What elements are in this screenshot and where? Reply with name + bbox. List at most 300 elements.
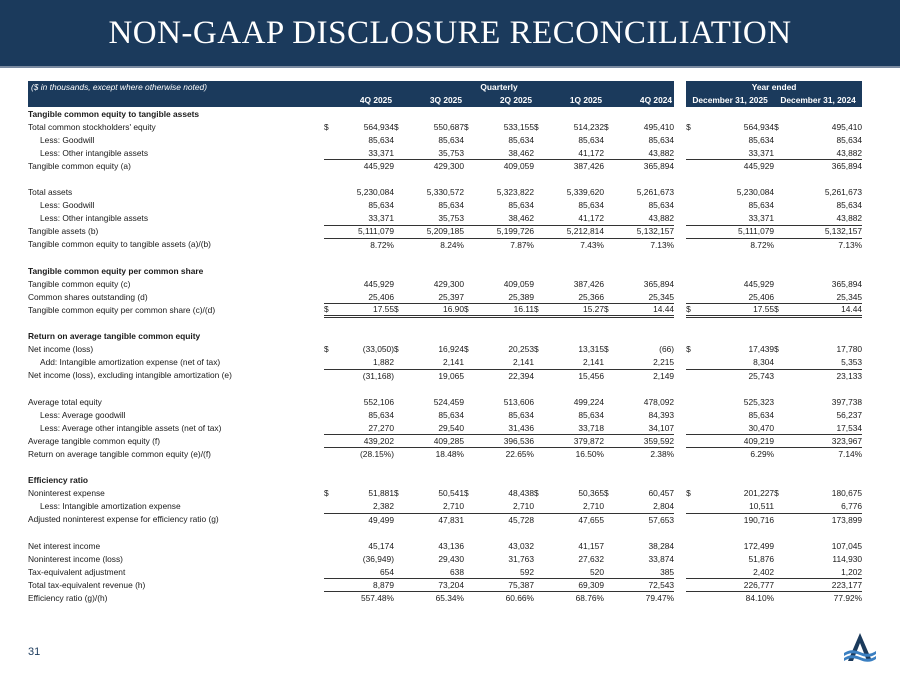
currency-symbol — [394, 435, 404, 448]
table-row — [28, 565, 862, 578]
row-label: Net income (loss), excluding intangible amortization (e) — [28, 370, 232, 381]
currency-symbol — [394, 592, 404, 605]
table-row — [28, 539, 862, 552]
cell-value: 75,387 — [474, 579, 534, 592]
cell-value: 79.47% — [645, 593, 675, 604]
currency-symbol — [774, 435, 784, 448]
currency-symbol: $ — [686, 488, 691, 499]
currency-symbol — [394, 395, 404, 408]
currency-symbol — [604, 356, 614, 369]
cell-value: 5,199,726 — [474, 225, 534, 238]
cell-value: 15,456 — [578, 370, 604, 381]
cell-value: 33,371 — [334, 146, 394, 159]
row-label: Tangible common equity to tangible assets (a)/(b) — [28, 239, 211, 250]
currency-symbol — [604, 277, 614, 290]
cell-value: 17,780 — [836, 344, 863, 355]
cell-value: 7.13% — [650, 239, 675, 250]
cell-value: 65.34% — [435, 593, 464, 604]
cell-value: 29,540 — [404, 421, 464, 434]
currency-symbol — [774, 133, 784, 146]
currency-symbol — [534, 186, 544, 199]
currency-symbol — [534, 225, 544, 238]
cell-value: 35,753 — [404, 146, 464, 159]
row-label: Less: Average other intangible assets (net of tax) — [40, 422, 222, 433]
section-header-row — [28, 474, 862, 487]
cell-value: 5,132,157 — [784, 225, 862, 238]
cell-value: 365,894 — [831, 278, 863, 289]
currency-symbol — [464, 448, 474, 461]
currency-symbol — [394, 160, 404, 173]
row-label: Tangible assets (b) — [28, 226, 99, 237]
section-title: Efficiency ratio — [28, 475, 89, 486]
currency-symbol — [774, 277, 784, 290]
table-row — [28, 487, 862, 500]
cell-value: 524,459 — [433, 396, 464, 407]
cell-value: 85,634 — [578, 409, 604, 420]
currency-symbol — [324, 238, 334, 251]
currency-symbol — [464, 395, 474, 408]
currency-symbol — [394, 565, 404, 578]
currency-symbol — [464, 291, 474, 304]
currency-symbol — [394, 539, 404, 552]
cell-value: 25,406 — [696, 291, 774, 304]
currency-symbol: $ — [394, 121, 399, 132]
cell-value: 2,710 — [544, 500, 604, 513]
row-label: Less: Intangible amortization expense — [40, 501, 181, 512]
currency-symbol — [604, 500, 614, 513]
table-row — [28, 291, 862, 304]
cell-value: 359,592 — [614, 435, 674, 448]
table-row — [28, 160, 862, 173]
cell-value: 385 — [614, 565, 674, 578]
row-label: Less: Other intangible assets — [40, 147, 149, 158]
row-label: Less: Average goodwill — [40, 409, 126, 420]
currency-symbol — [534, 448, 544, 461]
currency-symbol: $ — [394, 344, 399, 355]
spacer-row — [28, 382, 862, 395]
table-row — [28, 304, 862, 317]
cell-value: 2,141 — [474, 356, 534, 369]
currency-symbol — [534, 291, 544, 304]
currency-symbol: $ — [686, 344, 691, 355]
cell-value: 180,675 — [831, 488, 863, 499]
currency-symbol — [324, 186, 334, 199]
cell-value: 172,499 — [743, 540, 775, 551]
page-number: 31 — [28, 646, 41, 658]
cell-value: 19,065 — [438, 370, 464, 381]
cell-value: 43,882 — [784, 146, 862, 159]
column-header: 4Q 2025 — [324, 94, 394, 107]
currency-symbol — [604, 146, 614, 159]
currency-symbol — [394, 369, 404, 382]
cell-value: 50,541 — [438, 488, 464, 499]
cell-value: 23,133 — [836, 370, 863, 381]
currency-symbol — [604, 435, 614, 448]
currency-symbol — [604, 513, 614, 526]
cell-value: 25,345 — [784, 291, 862, 304]
cell-value: 226,777 — [696, 579, 774, 592]
cell-value: 7.14% — [838, 449, 863, 460]
currency-symbol — [686, 448, 696, 461]
cell-value: 31,436 — [474, 421, 534, 434]
table-row — [28, 395, 862, 408]
cell-value: 8.24% — [440, 239, 464, 250]
cell-value: 16.50% — [575, 449, 604, 460]
column-header: 2Q 2025 — [464, 94, 534, 107]
currency-symbol — [464, 186, 474, 199]
currency-symbol — [686, 160, 696, 173]
currency-symbol — [394, 238, 404, 251]
currency-symbol — [464, 199, 474, 212]
cell-value: (36,949) — [362, 553, 394, 564]
currency-symbol — [686, 539, 696, 552]
cell-value: 552,106 — [363, 396, 394, 407]
row-label: Noninterest expense — [28, 488, 105, 499]
cell-value: 51,876 — [748, 553, 775, 564]
currency-symbol — [464, 225, 474, 238]
cell-value: 33,371 — [696, 146, 774, 159]
currency-symbol — [774, 291, 784, 304]
currency-symbol — [774, 565, 784, 578]
currency-symbol — [604, 186, 614, 199]
cell-value: 2,149 — [653, 370, 675, 381]
cell-value: 8.72% — [370, 239, 394, 250]
cell-value: 33,874 — [648, 553, 675, 564]
cell-value: 45,728 — [508, 514, 534, 525]
cell-value: 2.38% — [650, 449, 675, 460]
currency-symbol — [394, 356, 404, 369]
currency-symbol: $ — [604, 304, 614, 317]
currency-symbol: $ — [464, 304, 474, 317]
currency-symbol — [774, 186, 784, 199]
currency-symbol — [464, 356, 474, 369]
cell-value: 34,107 — [614, 421, 674, 434]
currency-symbol — [604, 212, 614, 225]
currency-symbol — [686, 186, 696, 199]
cell-value: 85,634 — [438, 200, 464, 211]
currency-symbol: $ — [464, 488, 469, 499]
currency-symbol — [394, 212, 404, 225]
cell-value: 5,111,079 — [696, 225, 774, 238]
table-row — [28, 343, 862, 356]
currency-symbol — [604, 160, 614, 173]
cell-value: 22.65% — [505, 449, 534, 460]
cell-value: 439,202 — [334, 435, 394, 448]
cell-value: 25,345 — [614, 291, 674, 304]
currency-symbol — [534, 133, 544, 146]
cell-value: 69,309 — [544, 579, 604, 592]
cell-value: 2,382 — [334, 500, 394, 513]
currency-symbol: $ — [464, 344, 469, 355]
row-label: Return on average tangible common equity (e)/(f) — [28, 448, 211, 459]
currency-symbol — [604, 133, 614, 146]
column-header: December 31, 2024 — [774, 94, 862, 107]
currency-symbol — [534, 356, 544, 369]
cell-value: 17.55 — [696, 304, 774, 317]
cell-value: 84.10% — [745, 593, 775, 604]
cell-value: 409,219 — [696, 435, 774, 448]
cell-value: 14.44 — [614, 304, 674, 317]
cell-value: 5,353 — [784, 356, 862, 369]
currency-symbol: $ — [394, 488, 399, 499]
cell-value: 43,136 — [438, 540, 464, 551]
currency-symbol — [774, 421, 784, 434]
row-label: Adjusted noninterest expense for efficiency ratio (g) — [28, 514, 219, 525]
currency-symbol — [604, 565, 614, 578]
cell-value: 2,141 — [544, 356, 604, 369]
currency-symbol — [774, 579, 784, 592]
reconciliation-table — [28, 81, 862, 605]
cell-value: 8.72% — [750, 239, 775, 250]
cell-value: 379,872 — [544, 435, 604, 448]
currency-symbol — [394, 421, 404, 434]
cell-value: 85,634 — [368, 409, 394, 420]
cell-value: 10,511 — [696, 500, 774, 513]
cell-value: 33,371 — [334, 212, 394, 225]
currency-symbol — [464, 277, 474, 290]
currency-symbol — [324, 369, 334, 382]
cell-value: 2,141 — [404, 356, 464, 369]
cell-value: (66) — [659, 344, 675, 355]
cell-value: 57,653 — [648, 514, 675, 525]
currency-symbol — [324, 579, 334, 592]
currency-symbol: $ — [534, 304, 544, 317]
row-label: Net interest income — [28, 540, 101, 551]
currency-symbol — [324, 160, 334, 173]
cell-value: 85,634 — [648, 134, 675, 145]
page-title: NON-GAAP DISCLOSURE RECONCILIATION — [0, 0, 900, 66]
cell-value: 85,634 — [438, 134, 464, 145]
table-row — [28, 579, 862, 592]
cell-value: 5,330,572 — [426, 187, 464, 198]
row-label: Average tangible common equity (f) — [28, 435, 161, 446]
cell-value: 365,894 — [643, 278, 675, 289]
column-header: 3Q 2025 — [394, 94, 464, 107]
table-row — [28, 225, 862, 238]
cell-value: 387,426 — [573, 161, 604, 172]
currency-symbol — [394, 146, 404, 159]
cell-value: 6.29% — [750, 449, 775, 460]
currency-symbol — [774, 500, 784, 513]
cell-value: 17,439 — [748, 344, 775, 355]
cell-value: 5,323,822 — [496, 187, 534, 198]
column-header: December 31, 2025 — [686, 94, 774, 107]
currency-symbol — [324, 395, 334, 408]
header-row-columns — [28, 94, 862, 107]
cell-value: 68.76% — [575, 593, 604, 604]
currency-symbol — [324, 133, 334, 146]
currency-symbol — [604, 238, 614, 251]
cell-value: 445,929 — [743, 161, 775, 172]
currency-symbol — [686, 369, 696, 382]
cell-value: 190,716 — [743, 514, 775, 525]
currency-symbol — [394, 199, 404, 212]
section-header-row — [28, 330, 862, 343]
currency-symbol: $ — [394, 304, 404, 317]
cell-value: 7.13% — [838, 239, 863, 250]
currency-symbol — [324, 146, 334, 159]
table-row — [28, 448, 862, 461]
cell-value: 5,111,079 — [334, 225, 394, 238]
cell-value: 17,534 — [784, 421, 862, 434]
title-divider — [0, 66, 900, 68]
currency-symbol — [324, 291, 334, 304]
cell-value: 72,543 — [614, 579, 674, 592]
currency-symbol — [324, 199, 334, 212]
currency-symbol — [686, 421, 696, 434]
cell-value: 397,738 — [831, 396, 863, 407]
cell-value: 15.27 — [544, 304, 604, 317]
section-header-row — [28, 264, 862, 277]
currency-symbol — [604, 225, 614, 238]
table-row — [28, 238, 862, 251]
cell-value: 495,410 — [831, 121, 863, 132]
currency-symbol — [604, 291, 614, 304]
currency-symbol — [604, 408, 614, 421]
currency-symbol: $ — [534, 121, 539, 132]
cell-value: 638 — [404, 565, 464, 578]
cell-value: 85,634 — [836, 200, 863, 211]
table-row — [28, 592, 862, 605]
cell-value: 5,209,185 — [404, 225, 464, 238]
cell-value: 16,924 — [438, 344, 464, 355]
cell-value: 1,882 — [334, 356, 394, 369]
table-row — [28, 199, 862, 212]
cell-value: 49,499 — [368, 514, 394, 525]
cell-value: 514,232 — [573, 121, 604, 132]
cell-value: 5,230,084 — [356, 187, 394, 198]
currency-symbol: $ — [604, 488, 609, 499]
currency-symbol — [534, 212, 544, 225]
cell-value: 47,831 — [438, 514, 464, 525]
column-header: 4Q 2024 — [604, 94, 674, 107]
currency-symbol — [464, 539, 474, 552]
currency-symbol — [604, 579, 614, 592]
row-label: Noninterest income (loss) — [28, 553, 123, 564]
cell-value: 85,634 — [508, 200, 534, 211]
currency-symbol: $ — [686, 121, 691, 132]
table-row — [28, 212, 862, 225]
currency-symbol — [324, 435, 334, 448]
currency-symbol: $ — [686, 304, 696, 317]
currency-symbol — [604, 552, 614, 565]
spacer-row — [28, 173, 862, 186]
row-label: Add: Intangible amortization expense (net of tax) — [40, 357, 221, 368]
currency-symbol: $ — [464, 121, 469, 132]
table-body — [28, 107, 862, 605]
table-row — [28, 356, 862, 369]
table-row — [28, 133, 862, 146]
currency-symbol: $ — [324, 121, 329, 132]
row-label: Common shares outstanding (d) — [28, 291, 148, 302]
currency-symbol — [324, 356, 334, 369]
currency-symbol — [464, 369, 474, 382]
currency-symbol — [774, 238, 784, 251]
row-label: Tangible common equity per common share (c)/(d) — [28, 304, 216, 315]
currency-symbol — [324, 592, 334, 605]
row-label: Tangible common equity (c) — [28, 278, 131, 289]
cell-value: 2,215 — [614, 356, 674, 369]
currency-symbol — [394, 291, 404, 304]
currency-symbol — [534, 160, 544, 173]
currency-symbol — [324, 552, 334, 565]
group-header-quarterly: Quarterly — [324, 81, 674, 94]
currency-symbol — [686, 513, 696, 526]
cell-value: 85,634 — [748, 200, 775, 211]
cell-value: 85,634 — [748, 134, 775, 145]
row-label: Average total equity — [28, 396, 102, 407]
currency-symbol — [394, 448, 404, 461]
currency-symbol: $ — [534, 488, 539, 499]
cell-value: 2,804 — [614, 500, 674, 513]
currency-symbol — [464, 212, 474, 225]
cell-value: 20,253 — [508, 344, 534, 355]
currency-symbol — [464, 513, 474, 526]
row-label: Less: Other intangible assets — [40, 213, 149, 224]
currency-symbol — [324, 277, 334, 290]
currency-symbol — [774, 160, 784, 173]
currency-symbol — [774, 212, 784, 225]
currency-symbol — [534, 199, 544, 212]
cell-value: 6,776 — [784, 500, 862, 513]
cell-value: 14.44 — [784, 304, 862, 317]
currency-symbol — [686, 592, 696, 605]
spacer-row — [28, 526, 862, 539]
currency-symbol — [686, 500, 696, 513]
cell-value: 56,237 — [836, 409, 863, 420]
currency-symbol — [774, 369, 784, 382]
table-row — [28, 146, 862, 159]
cell-value: 33,718 — [544, 421, 604, 434]
currency-symbol — [324, 448, 334, 461]
currency-symbol — [774, 225, 784, 238]
table-row — [28, 513, 862, 526]
cell-value: (28.15%) — [360, 449, 394, 460]
currency-symbol — [324, 513, 334, 526]
currency-symbol — [394, 408, 404, 421]
currency-symbol — [394, 225, 404, 238]
cell-value: 5,132,157 — [614, 225, 674, 238]
cell-value: 73,204 — [404, 579, 464, 592]
cell-value: 85,634 — [508, 134, 534, 145]
cell-value: 33,371 — [696, 212, 774, 225]
currency-symbol: $ — [324, 344, 329, 355]
cell-value: 323,967 — [784, 435, 862, 448]
company-logo-icon — [842, 632, 878, 664]
cell-value: 365,894 — [643, 161, 675, 172]
cell-value: 8,879 — [334, 579, 394, 592]
cell-value: 525,323 — [743, 396, 775, 407]
currency-symbol — [534, 277, 544, 290]
cell-value: 35,753 — [404, 212, 464, 225]
currency-symbol — [394, 579, 404, 592]
cell-value: 5,261,673 — [636, 187, 675, 198]
currency-symbol — [464, 160, 474, 173]
cell-value: 223,177 — [784, 579, 862, 592]
cell-value: 478,092 — [643, 396, 675, 407]
currency-symbol — [686, 291, 696, 304]
row-label: Efficiency ratio (g)/(h) — [28, 593, 108, 603]
spacer-row — [28, 251, 862, 264]
cell-value: 85,634 — [578, 134, 604, 145]
cell-value: 27,270 — [334, 421, 394, 434]
currency-symbol — [464, 238, 474, 251]
cell-value: 201,227 — [743, 488, 775, 499]
currency-symbol — [464, 133, 474, 146]
section-title: Return on average tangible common equity — [28, 331, 201, 342]
currency-symbol — [686, 225, 696, 238]
column-header: 1Q 2025 — [534, 94, 604, 107]
